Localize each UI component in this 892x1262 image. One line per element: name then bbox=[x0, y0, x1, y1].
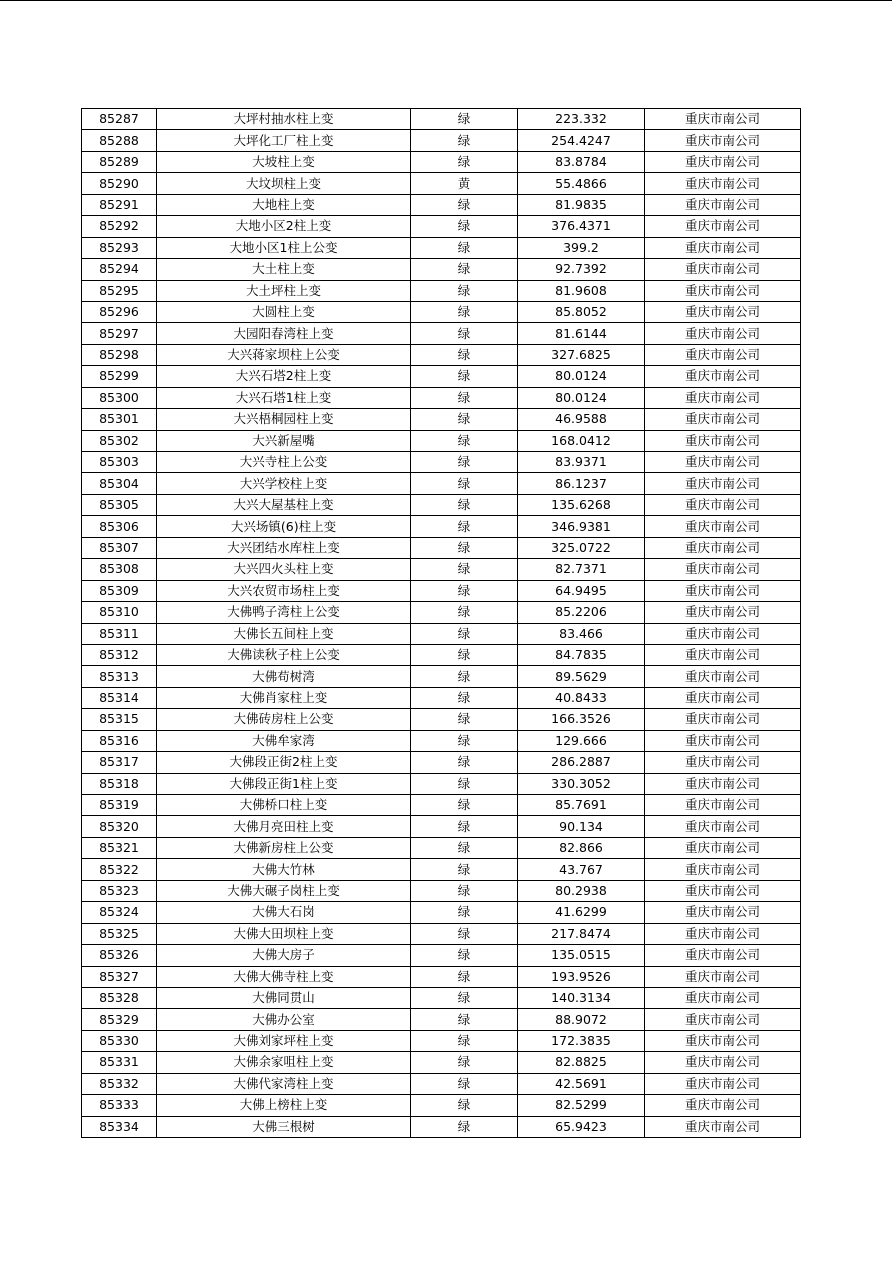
cell-station-name: 大坪化工厂柱上变 bbox=[157, 130, 411, 151]
cell-status-color: 绿 bbox=[411, 1073, 518, 1094]
cell-value: 346.9381 bbox=[518, 516, 645, 537]
cell-status-color: 绿 bbox=[411, 687, 518, 708]
table-row bbox=[82, 1030, 801, 1051]
cell-company: 重庆市南公司 bbox=[645, 752, 801, 773]
cell-company: 重庆市南公司 bbox=[645, 516, 801, 537]
cell-value: 88.9072 bbox=[518, 1009, 645, 1030]
table-row bbox=[82, 559, 801, 580]
cell-status-color: 绿 bbox=[411, 516, 518, 537]
cell-status-color: 绿 bbox=[411, 880, 518, 901]
cell-value: 84.7835 bbox=[518, 644, 645, 665]
cell-station-name: 大佛大石岗 bbox=[157, 902, 411, 923]
table-row bbox=[82, 516, 801, 537]
cell-value: 82.866 bbox=[518, 837, 645, 858]
cell-company: 重庆市南公司 bbox=[645, 709, 801, 730]
cell-value: 83.466 bbox=[518, 623, 645, 644]
table-row bbox=[82, 323, 801, 344]
cell-id: 85332 bbox=[82, 1073, 157, 1094]
cell-status-color: 绿 bbox=[411, 559, 518, 580]
cell-station-name: 大佛长五间柱上变 bbox=[157, 623, 411, 644]
cell-status-color: 绿 bbox=[411, 602, 518, 623]
data-table bbox=[81, 108, 801, 1138]
cell-status-color: 绿 bbox=[411, 795, 518, 816]
table-row bbox=[82, 773, 801, 794]
cell-status-color: 绿 bbox=[411, 259, 518, 280]
table-row bbox=[82, 580, 801, 601]
cell-id: 85321 bbox=[82, 837, 157, 858]
cell-id: 85307 bbox=[82, 537, 157, 558]
table-row bbox=[82, 1052, 801, 1073]
cell-value: 82.5299 bbox=[518, 1095, 645, 1116]
cell-status-color: 绿 bbox=[411, 430, 518, 451]
cell-station-name: 大兴新屋嘴 bbox=[157, 430, 411, 451]
cell-company: 重庆市南公司 bbox=[645, 859, 801, 880]
cell-id: 85325 bbox=[82, 923, 157, 944]
cell-status-color: 绿 bbox=[411, 344, 518, 365]
cell-id: 85319 bbox=[82, 795, 157, 816]
cell-value: 217.8474 bbox=[518, 923, 645, 944]
table-row bbox=[82, 687, 801, 708]
cell-company: 重庆市南公司 bbox=[645, 259, 801, 280]
table-row bbox=[82, 966, 801, 987]
cell-value: 254.4247 bbox=[518, 130, 645, 151]
cell-id: 85327 bbox=[82, 966, 157, 987]
table-row bbox=[82, 344, 801, 365]
cell-value: 81.9608 bbox=[518, 280, 645, 301]
cell-company: 重庆市南公司 bbox=[645, 151, 801, 172]
cell-id: 85293 bbox=[82, 237, 157, 258]
cell-status-color: 绿 bbox=[411, 237, 518, 258]
table-row bbox=[82, 987, 801, 1008]
table-row bbox=[82, 880, 801, 901]
cell-company: 重庆市南公司 bbox=[645, 966, 801, 987]
cell-company: 重庆市南公司 bbox=[645, 773, 801, 794]
cell-value: 166.3526 bbox=[518, 709, 645, 730]
table-row bbox=[82, 216, 801, 237]
cell-company: 重庆市南公司 bbox=[645, 644, 801, 665]
cell-company: 重庆市南公司 bbox=[645, 945, 801, 966]
cell-value: 172.3835 bbox=[518, 1030, 645, 1051]
cell-station-name: 大坟坝柱上变 bbox=[157, 173, 411, 194]
cell-id: 85333 bbox=[82, 1095, 157, 1116]
cell-value: 55.4866 bbox=[518, 173, 645, 194]
cell-value: 83.8784 bbox=[518, 151, 645, 172]
cell-status-color: 绿 bbox=[411, 859, 518, 880]
table-row bbox=[82, 259, 801, 280]
cell-status-color: 绿 bbox=[411, 644, 518, 665]
table-row bbox=[82, 151, 801, 172]
cell-company: 重庆市南公司 bbox=[645, 623, 801, 644]
cell-company: 重庆市南公司 bbox=[645, 837, 801, 858]
cell-status-color: 绿 bbox=[411, 1030, 518, 1051]
cell-id: 85295 bbox=[82, 280, 157, 301]
cell-value: 325.0722 bbox=[518, 537, 645, 558]
cell-value: 40.8433 bbox=[518, 687, 645, 708]
table-row bbox=[82, 537, 801, 558]
cell-station-name: 大佛段正街2柱上变 bbox=[157, 752, 411, 773]
cell-status-color: 绿 bbox=[411, 194, 518, 215]
cell-station-name: 大佛大竹林 bbox=[157, 859, 411, 880]
cell-company: 重庆市南公司 bbox=[645, 602, 801, 623]
cell-id: 85315 bbox=[82, 709, 157, 730]
cell-value: 92.7392 bbox=[518, 259, 645, 280]
table-row bbox=[82, 923, 801, 944]
cell-value: 43.767 bbox=[518, 859, 645, 880]
cell-value: 85.8052 bbox=[518, 301, 645, 322]
cell-station-name: 大地柱上变 bbox=[157, 194, 411, 215]
table-row bbox=[82, 623, 801, 644]
cell-value: 83.9371 bbox=[518, 452, 645, 473]
cell-station-name: 大佛上榜柱上变 bbox=[157, 1095, 411, 1116]
cell-company: 重庆市南公司 bbox=[645, 1095, 801, 1116]
table-row bbox=[82, 301, 801, 322]
table-row bbox=[82, 730, 801, 751]
cell-id: 85331 bbox=[82, 1052, 157, 1073]
cell-status-color: 绿 bbox=[411, 923, 518, 944]
cell-station-name: 大兴石塔1柱上变 bbox=[157, 387, 411, 408]
cell-station-name: 大佛苟树湾 bbox=[157, 666, 411, 687]
cell-company: 重庆市南公司 bbox=[645, 1009, 801, 1030]
cell-value: 135.6268 bbox=[518, 494, 645, 515]
cell-id: 85311 bbox=[82, 623, 157, 644]
table-row bbox=[82, 366, 801, 387]
cell-value: 82.7371 bbox=[518, 559, 645, 580]
table-row bbox=[82, 194, 801, 215]
cell-id: 85292 bbox=[82, 216, 157, 237]
cell-status-color: 绿 bbox=[411, 623, 518, 644]
cell-company: 重庆市南公司 bbox=[645, 1116, 801, 1137]
cell-status-color: 绿 bbox=[411, 945, 518, 966]
cell-company: 重庆市南公司 bbox=[645, 987, 801, 1008]
cell-id: 85297 bbox=[82, 323, 157, 344]
cell-station-name: 大坡柱上变 bbox=[157, 151, 411, 172]
cell-station-name: 大兴寺柱上公变 bbox=[157, 452, 411, 473]
cell-station-name: 大佛刘家坪柱上变 bbox=[157, 1030, 411, 1051]
cell-status-color: 绿 bbox=[411, 109, 518, 130]
cell-id: 85330 bbox=[82, 1030, 157, 1051]
cell-company: 重庆市南公司 bbox=[645, 730, 801, 751]
cell-value: 42.5691 bbox=[518, 1073, 645, 1094]
cell-status-color: 绿 bbox=[411, 151, 518, 172]
table-row bbox=[82, 859, 801, 880]
cell-value: 140.3134 bbox=[518, 987, 645, 1008]
cell-station-name: 大佛砖房柱上公变 bbox=[157, 709, 411, 730]
table-row bbox=[82, 409, 801, 430]
table-row bbox=[82, 130, 801, 151]
cell-company: 重庆市南公司 bbox=[645, 580, 801, 601]
cell-id: 85326 bbox=[82, 945, 157, 966]
cell-status-color: 黄 bbox=[411, 173, 518, 194]
cell-company: 重庆市南公司 bbox=[645, 409, 801, 430]
cell-value: 223.332 bbox=[518, 109, 645, 130]
cell-station-name: 大佛大佛寺柱上变 bbox=[157, 966, 411, 987]
cell-company: 重庆市南公司 bbox=[645, 902, 801, 923]
cell-id: 85313 bbox=[82, 666, 157, 687]
cell-company: 重庆市南公司 bbox=[645, 473, 801, 494]
cell-status-color: 绿 bbox=[411, 130, 518, 151]
table-row bbox=[82, 752, 801, 773]
cell-value: 82.8825 bbox=[518, 1052, 645, 1073]
cell-status-color: 绿 bbox=[411, 816, 518, 837]
cell-station-name: 大兴梧桐园柱上变 bbox=[157, 409, 411, 430]
cell-status-color: 绿 bbox=[411, 452, 518, 473]
cell-company: 重庆市南公司 bbox=[645, 795, 801, 816]
cell-status-color: 绿 bbox=[411, 773, 518, 794]
cell-value: 286.2887 bbox=[518, 752, 645, 773]
cell-company: 重庆市南公司 bbox=[645, 237, 801, 258]
table-row bbox=[82, 666, 801, 687]
table-row bbox=[82, 430, 801, 451]
cell-id: 85310 bbox=[82, 602, 157, 623]
cell-value: 129.666 bbox=[518, 730, 645, 751]
table-row bbox=[82, 237, 801, 258]
cell-value: 86.1237 bbox=[518, 473, 645, 494]
cell-status-color: 绿 bbox=[411, 730, 518, 751]
cell-station-name: 大佛段正街1柱上变 bbox=[157, 773, 411, 794]
cell-value: 193.9526 bbox=[518, 966, 645, 987]
cell-status-color: 绿 bbox=[411, 323, 518, 344]
cell-id: 85320 bbox=[82, 816, 157, 837]
cell-status-color: 绿 bbox=[411, 1095, 518, 1116]
cell-id: 85322 bbox=[82, 859, 157, 880]
cell-status-color: 绿 bbox=[411, 301, 518, 322]
table-row bbox=[82, 1073, 801, 1094]
cell-value: 81.9835 bbox=[518, 194, 645, 215]
cell-value: 46.9588 bbox=[518, 409, 645, 430]
cell-id: 85301 bbox=[82, 409, 157, 430]
cell-value: 80.0124 bbox=[518, 366, 645, 387]
cell-status-color: 绿 bbox=[411, 216, 518, 237]
cell-id: 85290 bbox=[82, 173, 157, 194]
cell-company: 重庆市南公司 bbox=[645, 109, 801, 130]
table-row bbox=[82, 494, 801, 515]
cell-value: 65.9423 bbox=[518, 1116, 645, 1137]
table-row bbox=[82, 1095, 801, 1116]
cell-station-name: 大佛同贯山 bbox=[157, 987, 411, 1008]
table-row bbox=[82, 709, 801, 730]
cell-value: 89.5629 bbox=[518, 666, 645, 687]
cell-company: 重庆市南公司 bbox=[645, 880, 801, 901]
table-body bbox=[82, 109, 801, 1138]
cell-company: 重庆市南公司 bbox=[645, 1030, 801, 1051]
cell-company: 重庆市南公司 bbox=[645, 452, 801, 473]
table-row bbox=[82, 945, 801, 966]
cell-station-name: 大佛大碾子岗柱上变 bbox=[157, 880, 411, 901]
cell-station-name: 大兴大屋基柱上变 bbox=[157, 494, 411, 515]
cell-id: 85308 bbox=[82, 559, 157, 580]
cell-value: 80.2938 bbox=[518, 880, 645, 901]
cell-station-name: 大土坪柱上变 bbox=[157, 280, 411, 301]
cell-status-color: 绿 bbox=[411, 280, 518, 301]
cell-value: 168.0412 bbox=[518, 430, 645, 451]
cell-company: 重庆市南公司 bbox=[645, 366, 801, 387]
cell-station-name: 大地小区1柱上公变 bbox=[157, 237, 411, 258]
cell-id: 85304 bbox=[82, 473, 157, 494]
table-row bbox=[82, 602, 801, 623]
cell-company: 重庆市南公司 bbox=[645, 494, 801, 515]
cell-value: 330.3052 bbox=[518, 773, 645, 794]
cell-status-color: 绿 bbox=[411, 1116, 518, 1137]
cell-station-name: 大兴团结水库柱上变 bbox=[157, 537, 411, 558]
cell-id: 85288 bbox=[82, 130, 157, 151]
cell-id: 85305 bbox=[82, 494, 157, 515]
cell-id: 85306 bbox=[82, 516, 157, 537]
cell-company: 重庆市南公司 bbox=[645, 387, 801, 408]
cell-value: 85.2206 bbox=[518, 602, 645, 623]
table-row bbox=[82, 795, 801, 816]
table-row bbox=[82, 109, 801, 130]
cell-station-name: 大佛鸭子湾柱上公变 bbox=[157, 602, 411, 623]
cell-station-name: 大兴蒋家坝柱上公变 bbox=[157, 344, 411, 365]
cell-company: 重庆市南公司 bbox=[645, 1073, 801, 1094]
cell-company: 重庆市南公司 bbox=[645, 323, 801, 344]
cell-status-color: 绿 bbox=[411, 987, 518, 1008]
cell-status-color: 绿 bbox=[411, 837, 518, 858]
table-row bbox=[82, 280, 801, 301]
cell-id: 85287 bbox=[82, 109, 157, 130]
cell-status-color: 绿 bbox=[411, 387, 518, 408]
cell-company: 重庆市南公司 bbox=[645, 430, 801, 451]
cell-station-name: 大佛牟家湾 bbox=[157, 730, 411, 751]
cell-status-color: 绿 bbox=[411, 1052, 518, 1073]
cell-station-name: 大佛办公室 bbox=[157, 1009, 411, 1030]
cell-id: 85334 bbox=[82, 1116, 157, 1137]
cell-status-color: 绿 bbox=[411, 966, 518, 987]
cell-status-color: 绿 bbox=[411, 902, 518, 923]
cell-status-color: 绿 bbox=[411, 709, 518, 730]
cell-company: 重庆市南公司 bbox=[645, 816, 801, 837]
cell-status-color: 绿 bbox=[411, 494, 518, 515]
cell-company: 重庆市南公司 bbox=[645, 923, 801, 944]
cell-company: 重庆市南公司 bbox=[645, 344, 801, 365]
cell-id: 85303 bbox=[82, 452, 157, 473]
table-row bbox=[82, 644, 801, 665]
cell-station-name: 大园阳春湾柱上变 bbox=[157, 323, 411, 344]
cell-value: 64.9495 bbox=[518, 580, 645, 601]
cell-company: 重庆市南公司 bbox=[645, 1052, 801, 1073]
cell-id: 85312 bbox=[82, 644, 157, 665]
cell-company: 重庆市南公司 bbox=[645, 559, 801, 580]
cell-station-name: 大佛大田坝柱上变 bbox=[157, 923, 411, 944]
table-row bbox=[82, 816, 801, 837]
cell-value: 81.6144 bbox=[518, 323, 645, 344]
cell-station-name: 大地小区2柱上变 bbox=[157, 216, 411, 237]
cell-company: 重庆市南公司 bbox=[645, 666, 801, 687]
cell-station-name: 大佛大房子 bbox=[157, 945, 411, 966]
cell-id: 85302 bbox=[82, 430, 157, 451]
cell-status-color: 绿 bbox=[411, 473, 518, 494]
table-row bbox=[82, 1009, 801, 1030]
cell-id: 85316 bbox=[82, 730, 157, 751]
cell-station-name: 大兴石塔2柱上变 bbox=[157, 366, 411, 387]
cell-station-name: 大兴场镇(6)柱上变 bbox=[157, 516, 411, 537]
cell-status-color: 绿 bbox=[411, 409, 518, 430]
table-row bbox=[82, 1116, 801, 1137]
cell-id: 85329 bbox=[82, 1009, 157, 1030]
cell-station-name: 大坪村抽水柱上变 bbox=[157, 109, 411, 130]
table-row bbox=[82, 452, 801, 473]
cell-company: 重庆市南公司 bbox=[645, 537, 801, 558]
cell-station-name: 大兴学校柱上变 bbox=[157, 473, 411, 494]
cell-company: 重庆市南公司 bbox=[645, 130, 801, 151]
cell-station-name: 大圆柱上变 bbox=[157, 301, 411, 322]
cell-company: 重庆市南公司 bbox=[645, 173, 801, 194]
cell-status-color: 绿 bbox=[411, 580, 518, 601]
cell-status-color: 绿 bbox=[411, 1009, 518, 1030]
cell-station-name: 大兴农贸市场柱上变 bbox=[157, 580, 411, 601]
cell-id: 85298 bbox=[82, 344, 157, 365]
cell-value: 90.134 bbox=[518, 816, 645, 837]
cell-value: 80.0124 bbox=[518, 387, 645, 408]
cell-id: 85317 bbox=[82, 752, 157, 773]
cell-station-name: 大佛读秋子柱上公变 bbox=[157, 644, 411, 665]
cell-station-name: 大佛余家咀柱上变 bbox=[157, 1052, 411, 1073]
cell-id: 85323 bbox=[82, 880, 157, 901]
cell-company: 重庆市南公司 bbox=[645, 194, 801, 215]
cell-station-name: 大兴四火头柱上变 bbox=[157, 559, 411, 580]
cell-status-color: 绿 bbox=[411, 752, 518, 773]
table-row bbox=[82, 387, 801, 408]
cell-company: 重庆市南公司 bbox=[645, 687, 801, 708]
cell-id: 85296 bbox=[82, 301, 157, 322]
cell-station-name: 大土柱上变 bbox=[157, 259, 411, 280]
cell-id: 85309 bbox=[82, 580, 157, 601]
cell-station-name: 大佛新房柱上公变 bbox=[157, 837, 411, 858]
cell-company: 重庆市南公司 bbox=[645, 216, 801, 237]
cell-id: 85294 bbox=[82, 259, 157, 280]
cell-value: 399.2 bbox=[518, 237, 645, 258]
cell-status-color: 绿 bbox=[411, 366, 518, 387]
cell-value: 376.4371 bbox=[518, 216, 645, 237]
cell-station-name: 大佛桥口柱上变 bbox=[157, 795, 411, 816]
cell-station-name: 大佛三根树 bbox=[157, 1116, 411, 1137]
cell-value: 135.0515 bbox=[518, 945, 645, 966]
table-row bbox=[82, 473, 801, 494]
cell-id: 85300 bbox=[82, 387, 157, 408]
cell-id: 85291 bbox=[82, 194, 157, 215]
cell-status-color: 绿 bbox=[411, 537, 518, 558]
cell-station-name: 大佛月亮田柱上变 bbox=[157, 816, 411, 837]
cell-id: 85314 bbox=[82, 687, 157, 708]
cell-value: 327.6825 bbox=[518, 344, 645, 365]
cell-id: 85324 bbox=[82, 902, 157, 923]
table-row bbox=[82, 902, 801, 923]
cell-status-color: 绿 bbox=[411, 666, 518, 687]
cell-id: 85328 bbox=[82, 987, 157, 1008]
cell-station-name: 大佛肖家柱上变 bbox=[157, 687, 411, 708]
cell-company: 重庆市南公司 bbox=[645, 301, 801, 322]
cell-value: 41.6299 bbox=[518, 902, 645, 923]
cell-id: 85289 bbox=[82, 151, 157, 172]
table-row bbox=[82, 837, 801, 858]
table-row bbox=[82, 173, 801, 194]
cell-value: 85.7691 bbox=[518, 795, 645, 816]
cell-id: 85318 bbox=[82, 773, 157, 794]
page-top-border bbox=[0, 0, 892, 1]
cell-station-name: 大佛代家湾柱上变 bbox=[157, 1073, 411, 1094]
cell-company: 重庆市南公司 bbox=[645, 280, 801, 301]
cell-id: 85299 bbox=[82, 366, 157, 387]
